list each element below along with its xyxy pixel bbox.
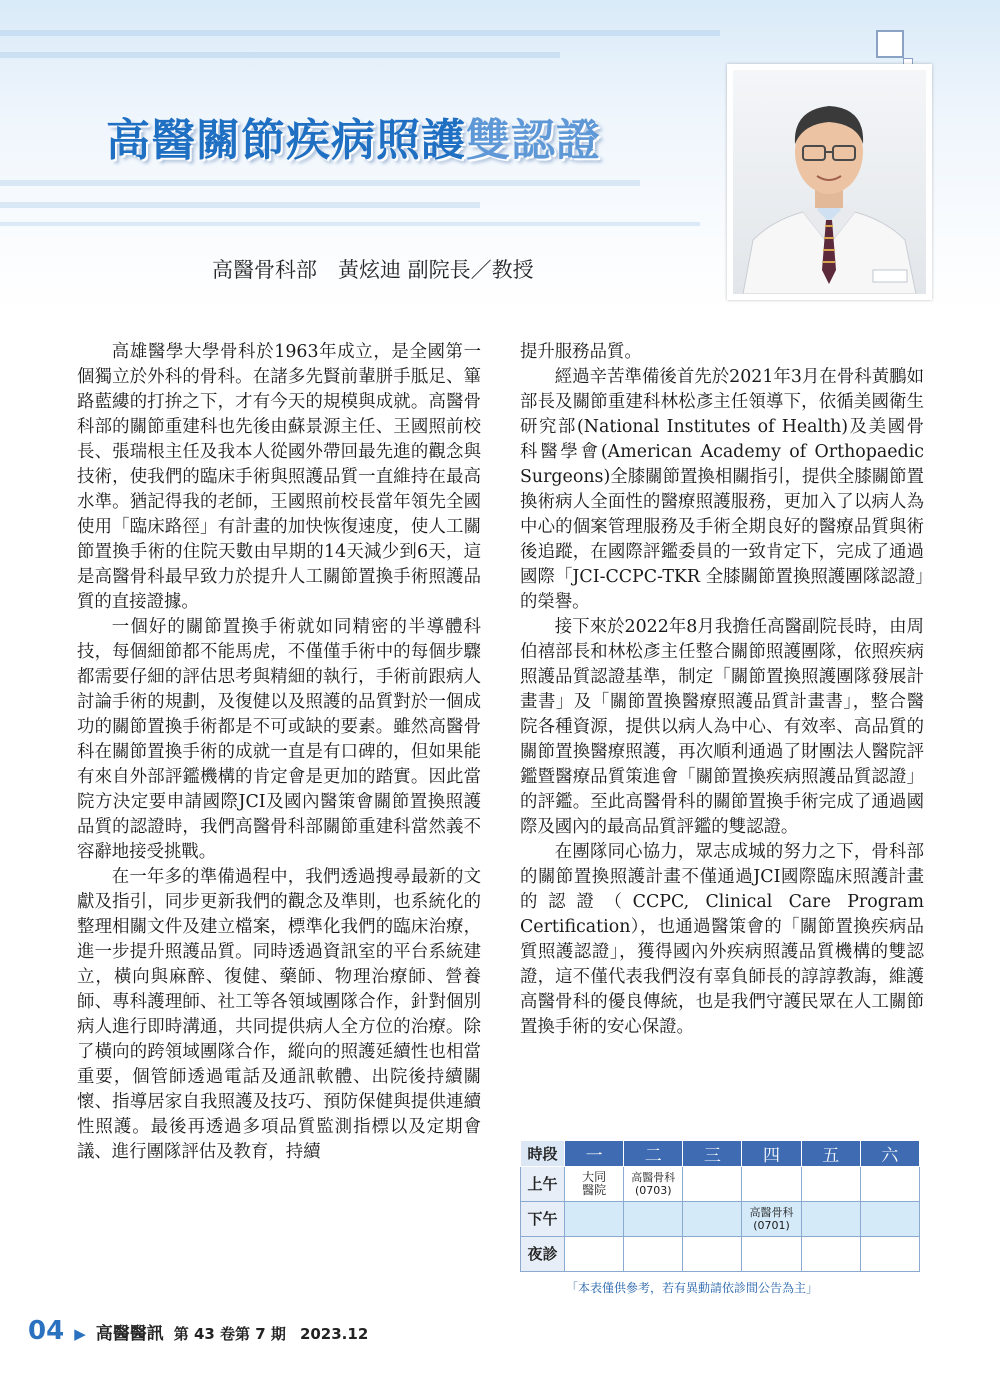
- paragraph-continued: 提升服務品質。: [520, 342, 642, 362]
- schedule-row-label: 下午: [521, 1202, 565, 1237]
- paragraph: 高雄醫學大學骨科於1963年成立，是全國第一個獨立於外科的骨科。在諸多先賢前輩胼手胝足、篳路藍縷的打拚之下，才有今天的規模與成就。高醫骨科部的關節重建科也先後由蘇景源主任、王國照前校長、張瑞根主任及我本人從國外帶回最先進的觀念與技術，使我們的臨床手術與照護品質一直維持在最高水準。猶記得我的老師，王國照前校長當年領先全國使用「臨床路徑」有計畫的加快恢復速度，使人工關節置換手術的住院天數由早期的14天減少到6天，這是高醫骨科最早致力於提升人工關節置換手術照護品質的直接證據。: [77, 342, 481, 612]
- schedule-row-afternoon: [521, 1202, 920, 1237]
- author-photo-frame: [727, 64, 932, 300]
- paragraph: 在一年多的準備過程中，我們透過搜尋最新的文獻及指引，同步更新我們的觀念及準則，也系統化的整理相關文件及建立檔案，標準化我們的臨床治療，進一步提升照護品質。同時透過資訊室的平台系統建立，橫向與麻醉、復健、藥師、物理治療師、營養師、專科護理師、社工等各領域團隊合作，針對個別病人進行即時溝通，共同提供病人全方位的治療。除了橫向的跨領域團隊合作，縱向的照護延續性也相當重要，個管師透過電話及通訊軟體、出院後持續關懷、指導居家自我照護及技巧、預防保健與提供連續性照護。最後再透過多項品質監測指標以及定期會議、進行團隊評估及教育，持續: [77, 867, 481, 1162]
- schedule-day: 四: [742, 1141, 801, 1167]
- article-title: 高醫關節疾病照護雙認證: [106, 115, 601, 166]
- article-column-left: [77, 340, 481, 1165]
- decor-stripe: [0, 30, 720, 36]
- decor-square: [876, 30, 904, 58]
- schedule-cell: [565, 1202, 624, 1237]
- schedule-cell: [801, 1202, 860, 1237]
- schedule-row-label: 上午: [521, 1167, 565, 1202]
- schedule-cell: 大同 醫院: [565, 1167, 624, 1202]
- schedule-cell: [742, 1237, 801, 1272]
- schedule-day: 五: [801, 1141, 860, 1167]
- schedule-header-row: [521, 1141, 920, 1167]
- decor-stripe: [0, 222, 700, 226]
- page-footer: [28, 1316, 368, 1346]
- schedule-day: 一: [565, 1141, 624, 1167]
- schedule-day: 二: [624, 1141, 683, 1167]
- schedule-cell: [683, 1237, 742, 1272]
- schedule-cell: 高醫骨科 (0703): [624, 1167, 683, 1202]
- paragraph: 經過辛苦準備後首先於2021年3月在骨科黃鵬如部長及關節重建科林松彥主任領導下，依循美國衛生研究部(National Institutes of Health)及美國骨科醫學會(American Academy of Orthopaedic Surgeons)全膝關節置換相關指引，提供全膝關節置換術病人全面性的醫療照護服務，更加入了以病人為中心的個案管理服務及手術全期良好的醫療品質與術後追蹤，在國際評鑑委員的一致肯定下，完成了通過國際「JCI-CCPC-TKR 全膝關節置換照護團隊認證」的榮譽。: [520, 367, 924, 612]
- schedule-cell: [624, 1202, 683, 1237]
- clinic-schedule-table: [520, 1140, 920, 1272]
- schedule-row-evening: [521, 1237, 920, 1272]
- paragraph: 在團隊同心協力，眾志成城的努力之下，骨科部的關節置換照護計畫不僅通過JCI國際臨床照護計畫的認證（CCPC, Clinical Care Program Certification），也通過醫策會的「關節置換疾病品質照護認證」，獲得國內外疾病照護品質機構的雙認證，這不僅代表我們沒有辜負師長的諄諄教誨，維護高醫骨科的優良傳統，也是我們守護民眾在人工關節置換手術的安心保證。: [520, 842, 924, 1037]
- schedule-note: 「本表僅供參考，若有異動請依診間公告為主」: [566, 1281, 819, 1295]
- schedule-cell: [565, 1237, 624, 1272]
- schedule-cell: [860, 1202, 919, 1237]
- play-triangle-icon: ▶: [74, 1325, 86, 1343]
- schedule-row-morning: [521, 1167, 920, 1202]
- schedule-cell: [860, 1167, 919, 1202]
- issue-number: 第 43 卷第 7 期: [173, 1325, 286, 1343]
- decor-stripe: [0, 202, 480, 208]
- author-photo: [733, 70, 926, 294]
- article-column-right: [520, 340, 924, 1040]
- schedule-cell: [860, 1237, 919, 1272]
- schedule-day: 六: [860, 1141, 919, 1167]
- decor-stripe: [0, 180, 640, 186]
- schedule-cell: [683, 1167, 742, 1202]
- schedule-cell: [742, 1167, 801, 1202]
- schedule-cell: [683, 1202, 742, 1237]
- author-byline: 高醫骨科部 黃炫迪 副院長／教授: [212, 258, 534, 282]
- schedule-cell: [801, 1167, 860, 1202]
- page-number: 04: [28, 1316, 65, 1346]
- decor-stripe: [0, 52, 560, 58]
- paragraph: 一個好的關節置換手術就如同精密的半導體科技，每個細節都不能馬虎，不僅僅手術中的每個步驟都需要仔細的評估思考與精細的執行，手術前跟病人討論手術的規劃，及復健以及照護的品質對於一個成功的關節置換手術都是不可或缺的要素。雖然高醫骨科在關節置換手術的成就一直是有口碑的，但如果能有來自外部評鑑機構的肯定會是更加的踏實。因此當院方決定要申請國際JCI及國內醫策會關節置換照護品質的認證時，我們高醫骨科部關節重建科當然義不容辭地接受挑戰。: [77, 617, 481, 862]
- issue-date: 2023.12: [299, 1325, 369, 1343]
- schedule-cell: 高醫骨科 (0701): [742, 1202, 801, 1237]
- schedule-row-label: 夜診: [521, 1237, 565, 1272]
- schedule-corner-label: 時段: [521, 1141, 565, 1167]
- paragraph: 接下來於2022年8月我擔任高醫副院長時，由周伯禧部長和林松彥主任整合關節照護團隊，依照疾病照護品質認證基準，制定「關節置換照護團隊發展計畫書」及「關節置換醫療照護品質計畫書」，整合醫院各種資源，提供以病人為中心、有效率、高品質的關節置換醫療照護，再次順利通過了財團法人醫院評鑑暨醫療品質策進會「關節置換疾病照護品質認證」的評鑑。至此高醫骨科的關節置換手術完成了通過國際及國內的最高品質評鑑的雙認證。: [520, 617, 924, 837]
- magazine-name: 高醫醫訊: [95, 1324, 164, 1344]
- schedule-day: 三: [683, 1141, 742, 1167]
- schedule-cell: [624, 1237, 683, 1272]
- schedule-cell: [801, 1237, 860, 1272]
